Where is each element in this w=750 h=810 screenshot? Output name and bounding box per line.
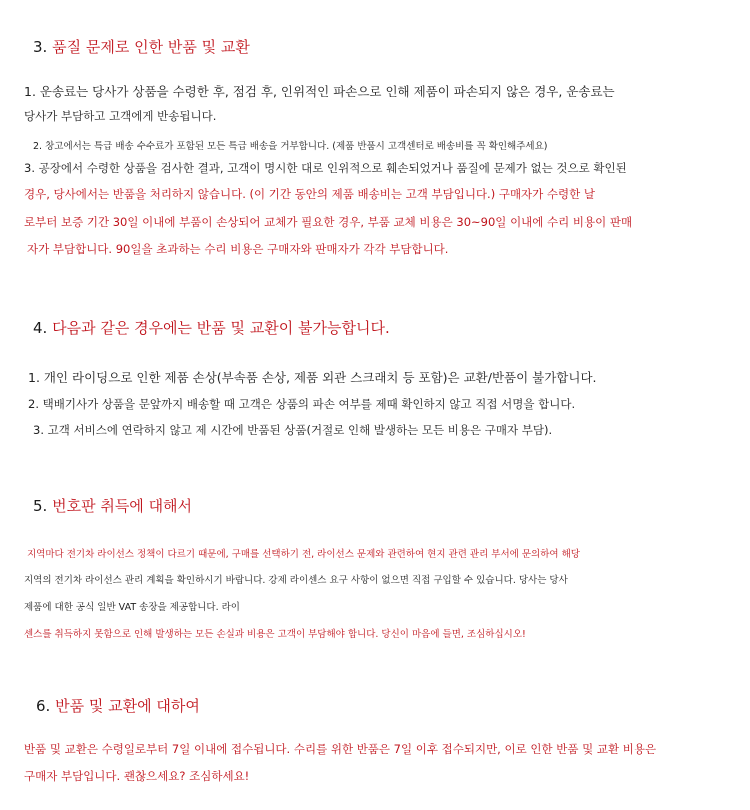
sec3-para3-line1: 3. 공장에서 수령한 상품을 검사한 결과, 고객이 명시한 대로 인위적으로 훼손되었거나 품질에 문제가 없는 것으로 확인된 [24,161,627,175]
sec3-para1-line1: 1. 운송료는 당사가 상품을 수령한 후, 점검 후, 인위적인 파손으로 인해 제품이 파손되지 않은 경우, 운송료는 [24,84,615,99]
section-4-heading [33,317,390,338]
section-3-heading [33,36,250,57]
section-6-number: 6. [36,697,51,715]
section-6-title: 반품 및 교환에 대하여 [55,697,200,715]
section-6-heading [36,695,200,716]
sec5-line4: 센스를 취득하지 못함으로 인해 발생하는 모든 손실과 비용은 고객이 부담해야 합니다. 당신이 마음에 들면, 조심하십시오! [24,629,526,640]
sec5-line2: 지역의 전기차 라이선스 관리 계획을 확인하시기 바랍니다. 강제 라이센스 요구 사항이 없으면 직접 구입할 수 있습니다. 당사는 당사 [24,575,568,586]
section-4-number: 4. [33,319,48,337]
section-5-number: 5. [33,497,48,515]
sec5-line1: 지역마다 전기차 라이선스 정책이 다르기 때문에, 구매를 선택하기 전, 라이선스 문제와 관련하여 현지 관련 관리 부서에 문의하여 해당 [27,549,580,560]
section-3-number: 3. [33,38,48,56]
sec3-para3-line4: 자가 부담합니다. 90일을 초과하는 수리 비용은 구매자와 판매자가 각각 부담합니다. [27,242,449,256]
sec6-line1: 반품 및 교환은 수령일로부터 7일 이내에 접수됩니다. 수리를 위한 반품은 7일 이후 접수되지만, 이로 인한 반품 및 교환 비용은 [24,742,657,756]
section-5-title: 번호판 취득에 대해서 [52,497,193,515]
section-4-title: 다음과 같은 경우에는 반품 및 교환이 불가능합니다. [52,319,390,337]
sec5-line3: 제품에 대한 공식 일반 VAT 송장을 제공합니다. 라이 [24,602,240,613]
section-3-title: 품질 문제로 인한 반품 및 교환 [52,38,250,56]
sec4-item2: 2. 택배기사가 상품을 문앞까지 배송할 때 고객은 상품의 파손 여부를 제때 확인하지 않고 직접 서명을 합니다. [28,397,576,411]
sec4-item1: 1. 개인 라이딩으로 인한 제품 손상(부속품 손상, 제품 외관 스크래치 등 포함)은 교환/반품이 불가합니다. [28,370,597,385]
sec3-para2: 2. 창고에서는 특급 배송 수수료가 포함된 모든 특급 배송을 거부합니다. (제품 반품시 고객센터로 배송비를 꼭 확인해주세요) [33,141,548,152]
sec6-line2: 구매자 부담입니다. 괜찮으세요? 조심하세요! [24,769,250,783]
sec3-para3-line2: 경우, 당사에서는 반품을 처리하지 않습니다. (이 기간 동안의 제품 배송비는 고객 부담입니다.) 구매자가 수령한 날 [24,187,596,201]
sec3-para1-line2: 당사가 부담하고 고객에게 반송됩니다. [24,109,217,123]
sec4-item3: 3. 고객 서비스에 연락하지 않고 제 시간에 반품된 상품(거절로 인해 발생하는 모든 비용은 구매자 부담). [33,423,553,437]
sec3-para3-line3: 로부터 보증 기간 30일 이내에 부품이 손상되어 교체가 필요한 경우, 부품 교체 비용은 30~90일 이내에 수리 비용이 판매 [24,215,633,229]
section-5-heading [33,495,192,516]
